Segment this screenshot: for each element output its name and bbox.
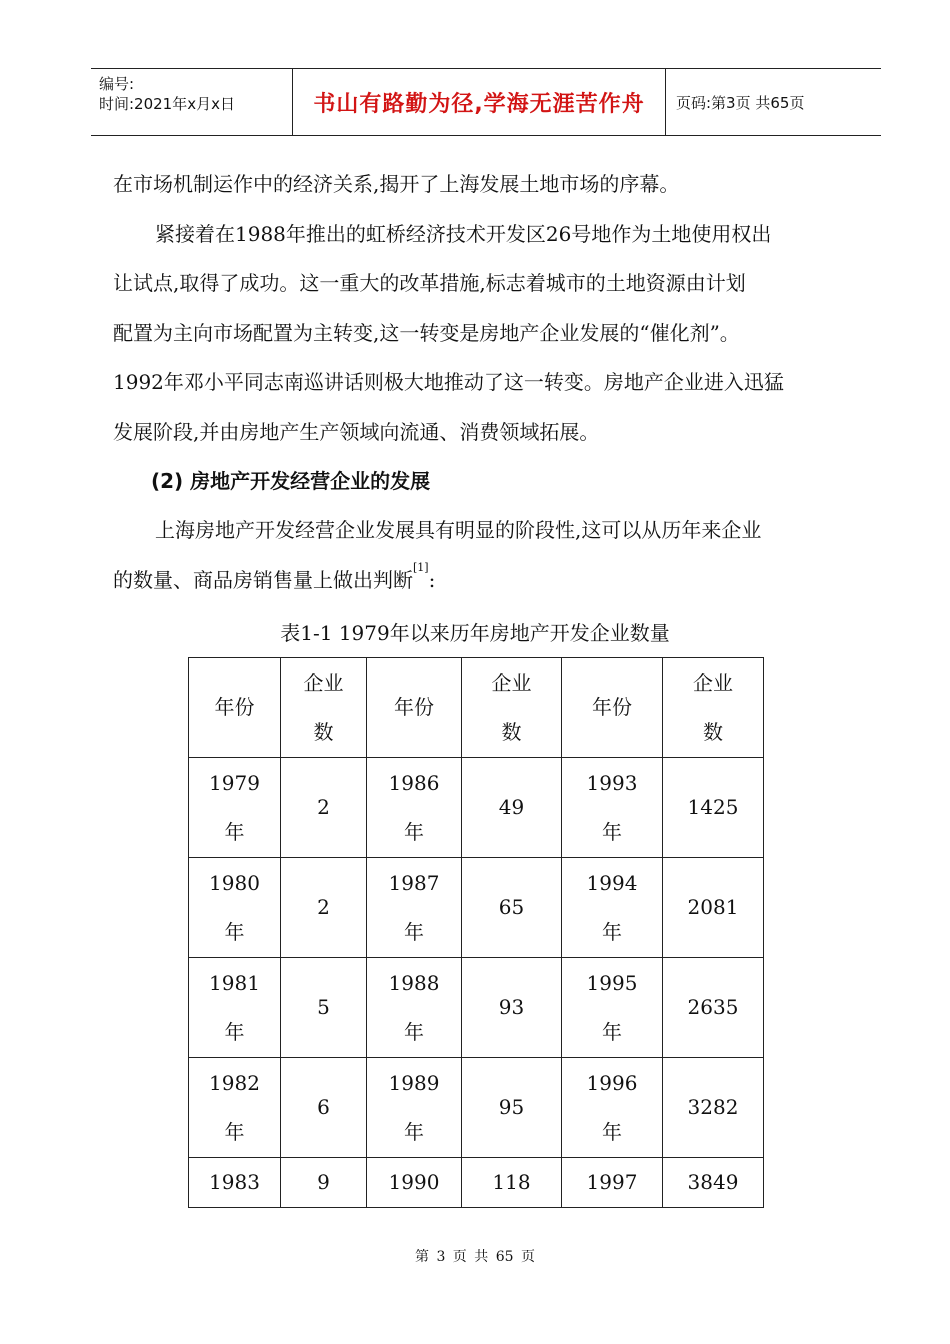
year-cell: 1997 [562, 1158, 663, 1208]
year-cell: 1979 年 [189, 758, 281, 858]
table-header-row [189, 658, 764, 758]
paragraph-3-line-1: 上海房地产开发经营企业发展具有明显的阶段性,这可以从历年来企业 [155, 518, 762, 542]
count-cell: 2635 [663, 958, 764, 1058]
table-row [189, 958, 764, 1058]
header-page-info [666, 69, 881, 135]
count-cell: 1425 [663, 758, 764, 858]
count-cell: 3849 [663, 1158, 764, 1208]
header-count: 企业 数 [663, 658, 764, 758]
page-info: 页码:第3页 共65页 [676, 93, 805, 112]
year-cell: 1981 年 [189, 958, 281, 1058]
number-label: 编号: [99, 75, 135, 93]
table-row [189, 1158, 764, 1208]
page-footer: 第 3 页 共 65 页 [415, 1249, 535, 1265]
count-cell: 2 [281, 758, 367, 858]
paragraph-3-text: 的数量、商品房销售量上做出判断 [113, 567, 413, 592]
header-count: 企业 数 [462, 658, 562, 758]
time-label: 时间:2021年x月x日 [99, 95, 235, 113]
paragraph-2-line-2: 让试点,取得了成功。这一重大的改革措施,标志着城市的土地资源由计划 [113, 271, 746, 295]
year-cell: 1989 年 [367, 1058, 462, 1158]
count-cell: 2 [281, 858, 367, 958]
year-cell: 1986 年 [367, 758, 462, 858]
header-year: 年份 [562, 658, 663, 758]
count-cell: 5 [281, 958, 367, 1058]
paragraph-3-end: : [428, 567, 436, 592]
count-cell: 49 [462, 758, 562, 858]
year-cell: 1994 年 [562, 858, 663, 958]
year-cell: 1993 年 [562, 758, 663, 858]
count-cell: 93 [462, 958, 562, 1058]
count-cell: 118 [462, 1158, 562, 1208]
paragraph-1: 在市场机制运作中的经济关系,揭开了上海发展土地市场的序幕。 [113, 172, 680, 196]
count-cell: 65 [462, 858, 562, 958]
paragraph-2-line-1: 紧接着在1988年推出的虹桥经济技术开发区26号地作为土地使用权出 [155, 221, 772, 246]
year-cell: 1996 年 [562, 1058, 663, 1158]
header-motto-cell [293, 69, 666, 135]
paragraph-2-line-4: 1992年邓小平同志南巡讲话则极大地推动了这一转变。房地产企业进入迅猛 [113, 370, 784, 394]
year-cell: 1982 年 [189, 1058, 281, 1158]
count-cell: 2081 [663, 858, 764, 958]
motto: 书山有路勤为径,学海无涯苦作舟 [313, 91, 645, 117]
year-cell: 1990 [367, 1158, 462, 1208]
header-year: 年份 [189, 658, 281, 758]
table-row [189, 1058, 764, 1158]
paragraph-3-line-2 [113, 556, 873, 606]
section-heading: (2) 房地产开发经营企业的发展 [151, 469, 431, 493]
count-cell: 95 [462, 1058, 562, 1158]
enterprise-count-table [188, 657, 764, 1208]
header-count: 企业 数 [281, 658, 367, 758]
count-cell: 6 [281, 1058, 367, 1158]
paragraph-2-line-3: 配置为主向市场配置为主转变,这一转变是房地产企业发展的“催化剂”。 [113, 320, 740, 345]
year-cell: 1987 年 [367, 858, 462, 958]
year-cell: 1995 年 [562, 958, 663, 1058]
header-year: 年份 [367, 658, 462, 758]
year-cell: 1980 年 [189, 858, 281, 958]
year-cell: 1983 [189, 1158, 281, 1208]
count-cell: 3282 [663, 1058, 764, 1158]
count-cell: 9 [281, 1158, 367, 1208]
citation-ref: [1] [413, 560, 429, 574]
header-meta [91, 69, 293, 135]
document-body [113, 160, 873, 605]
paragraph-2-line-5: 发展阶段,并由房地产生产领域向流通、消费领域拓展。 [113, 419, 600, 444]
table-row [189, 758, 764, 858]
table-caption: 表1-1 1979年以来历年房地产开发企业数量 [280, 621, 670, 645]
year-cell: 1988 年 [367, 958, 462, 1058]
table-row [189, 858, 764, 958]
page-header [91, 68, 881, 136]
